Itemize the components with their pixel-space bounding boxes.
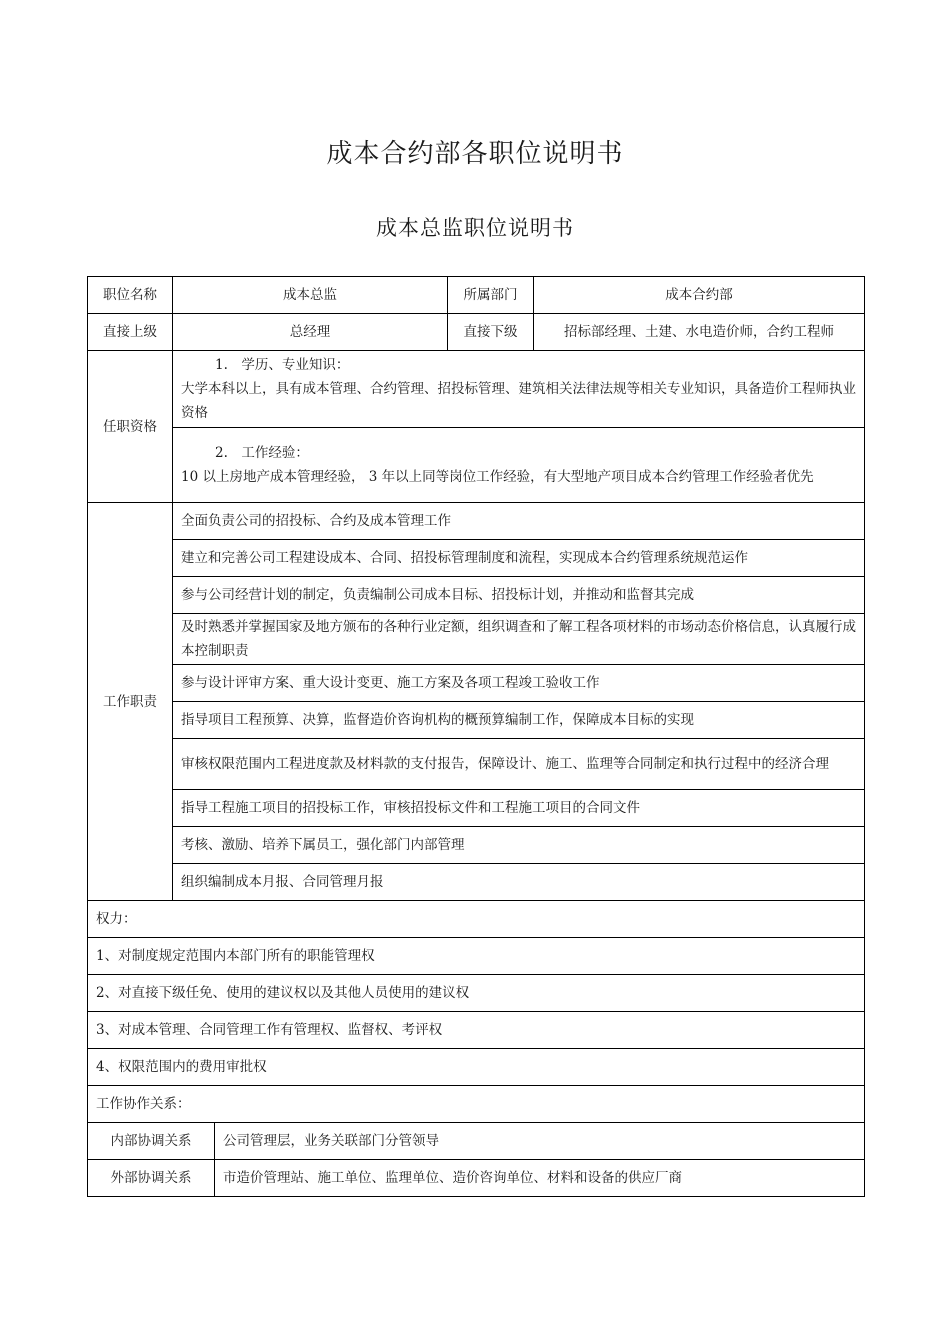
qualification-item bbox=[173, 351, 865, 428]
qualification-heading: 2. 工作经验： bbox=[215, 445, 309, 461]
qualification-heading: 1. 学历、专业知识： bbox=[215, 357, 350, 373]
position-label: 职位名称 bbox=[88, 277, 173, 314]
duty-item: 参与公司经营计划的制定，负责编制公司成本目标、招投标计划，并推动和监督其完成 bbox=[173, 577, 865, 614]
external-label: 外部协调关系 bbox=[88, 1160, 215, 1197]
row-duty bbox=[88, 665, 865, 702]
internal-label: 内部协调关系 bbox=[88, 1123, 215, 1160]
row-cooperation-external bbox=[88, 1160, 865, 1197]
document-subtitle: 成本总监职位说明书 bbox=[376, 216, 574, 240]
duties-label: 工作职责 bbox=[88, 503, 173, 901]
authority-item: 3、对成本管理、合同管理工作有管理权、监督权、考评权 bbox=[88, 1012, 865, 1049]
authority-item: 4、权限范围内的费用审批权 bbox=[88, 1049, 865, 1086]
row-position bbox=[88, 277, 865, 314]
row-cooperation-header bbox=[88, 1086, 865, 1123]
document-title: 成本合约部各职位说明书 bbox=[326, 139, 624, 169]
row-authority bbox=[88, 975, 865, 1012]
subordinate-label: 直接下级 bbox=[448, 314, 534, 351]
authority-item: 2、对直接下级任免、使用的建议权以及其他人员使用的建议权 bbox=[88, 975, 865, 1012]
row-superior bbox=[88, 314, 865, 351]
superior-value: 总经理 bbox=[173, 314, 448, 351]
duty-item: 考核、激励、培养下属员工，强化部门内部管理 bbox=[173, 827, 865, 864]
dept-label: 所属部门 bbox=[448, 277, 534, 314]
authority-item: 1、对制度规定范围内本部门所有的职能管理权 bbox=[88, 938, 865, 975]
row-cooperation-internal bbox=[88, 1123, 865, 1160]
row-authority-header bbox=[88, 901, 865, 938]
row-duty bbox=[88, 614, 865, 665]
authority-label: 权力： bbox=[88, 901, 865, 938]
row-duty bbox=[88, 577, 865, 614]
external-value: 市造价管理站、施工单位、监理单位、造价咨询单位、材料和设备的供应厂商 bbox=[215, 1160, 865, 1197]
duty-item: 指导项目工程预算、决算，监督造价咨询机构的概预算编制工作，保障成本目标的实现 bbox=[173, 702, 865, 739]
duty-item: 建立和完善公司工程建设成本、合同、招投标管理制度和流程，实现成本合约管理系统规范运作 bbox=[173, 540, 865, 577]
row-duty bbox=[88, 540, 865, 577]
duty-item: 审核权限范围内工程进度款及材料款的支付报告，保障设计、施工、监理等合同制定和执行过程中的经济合理 bbox=[173, 739, 865, 790]
qualification-item bbox=[173, 428, 865, 503]
duty-item: 参与设计评审方案、重大设计变更、施工方案及各项工程竣工验收工作 bbox=[173, 665, 865, 702]
row-authority bbox=[88, 1012, 865, 1049]
row-qualification-2 bbox=[88, 428, 865, 503]
qualification-text: 大学本科以上，具有成本管理、合约管理、招投标管理、建筑相关法律法规等相关专业知识，具备造价工程师执业资格 bbox=[181, 381, 856, 421]
job-description-table bbox=[87, 276, 865, 1197]
row-qualification-1 bbox=[88, 351, 865, 428]
duty-item: 指导工程施工项目的招投标工作，审核招投标文件和工程施工项目的合同文件 bbox=[173, 790, 865, 827]
row-authority bbox=[88, 938, 865, 975]
row-duty bbox=[88, 827, 865, 864]
duty-item: 及时熟悉并掌握国家及地方颁布的各种行业定额，组织调查和了解工程各项材料的市场动态价格信息，认真履行成本控制职责 bbox=[173, 614, 865, 665]
row-duty bbox=[88, 790, 865, 827]
cooperation-label: 工作协作关系： bbox=[88, 1086, 865, 1123]
qualification-text: 10 以上房地产成本管理经验， 3 年以上同等岗位工作经验，有大型地产项目成本合约管理工作经验者优先 bbox=[181, 469, 814, 485]
duty-item: 全面负责公司的招投标、合约及成本管理工作 bbox=[173, 503, 865, 540]
row-duty bbox=[88, 864, 865, 901]
superior-label: 直接上级 bbox=[88, 314, 173, 351]
position-value: 成本总监 bbox=[173, 277, 448, 314]
row-duty bbox=[88, 739, 865, 790]
internal-value: 公司管理层，业务关联部门分管领导 bbox=[215, 1123, 865, 1160]
row-duty bbox=[88, 503, 865, 540]
dept-value: 成本合约部 bbox=[534, 277, 865, 314]
subordinate-value: 招标部经理、土建、水电造价师，合约工程师 bbox=[534, 314, 865, 351]
row-duty bbox=[88, 702, 865, 739]
row-authority bbox=[88, 1049, 865, 1086]
qualifications-label: 任职资格 bbox=[88, 351, 173, 503]
duty-item: 组织编制成本月报、合同管理月报 bbox=[173, 864, 865, 901]
